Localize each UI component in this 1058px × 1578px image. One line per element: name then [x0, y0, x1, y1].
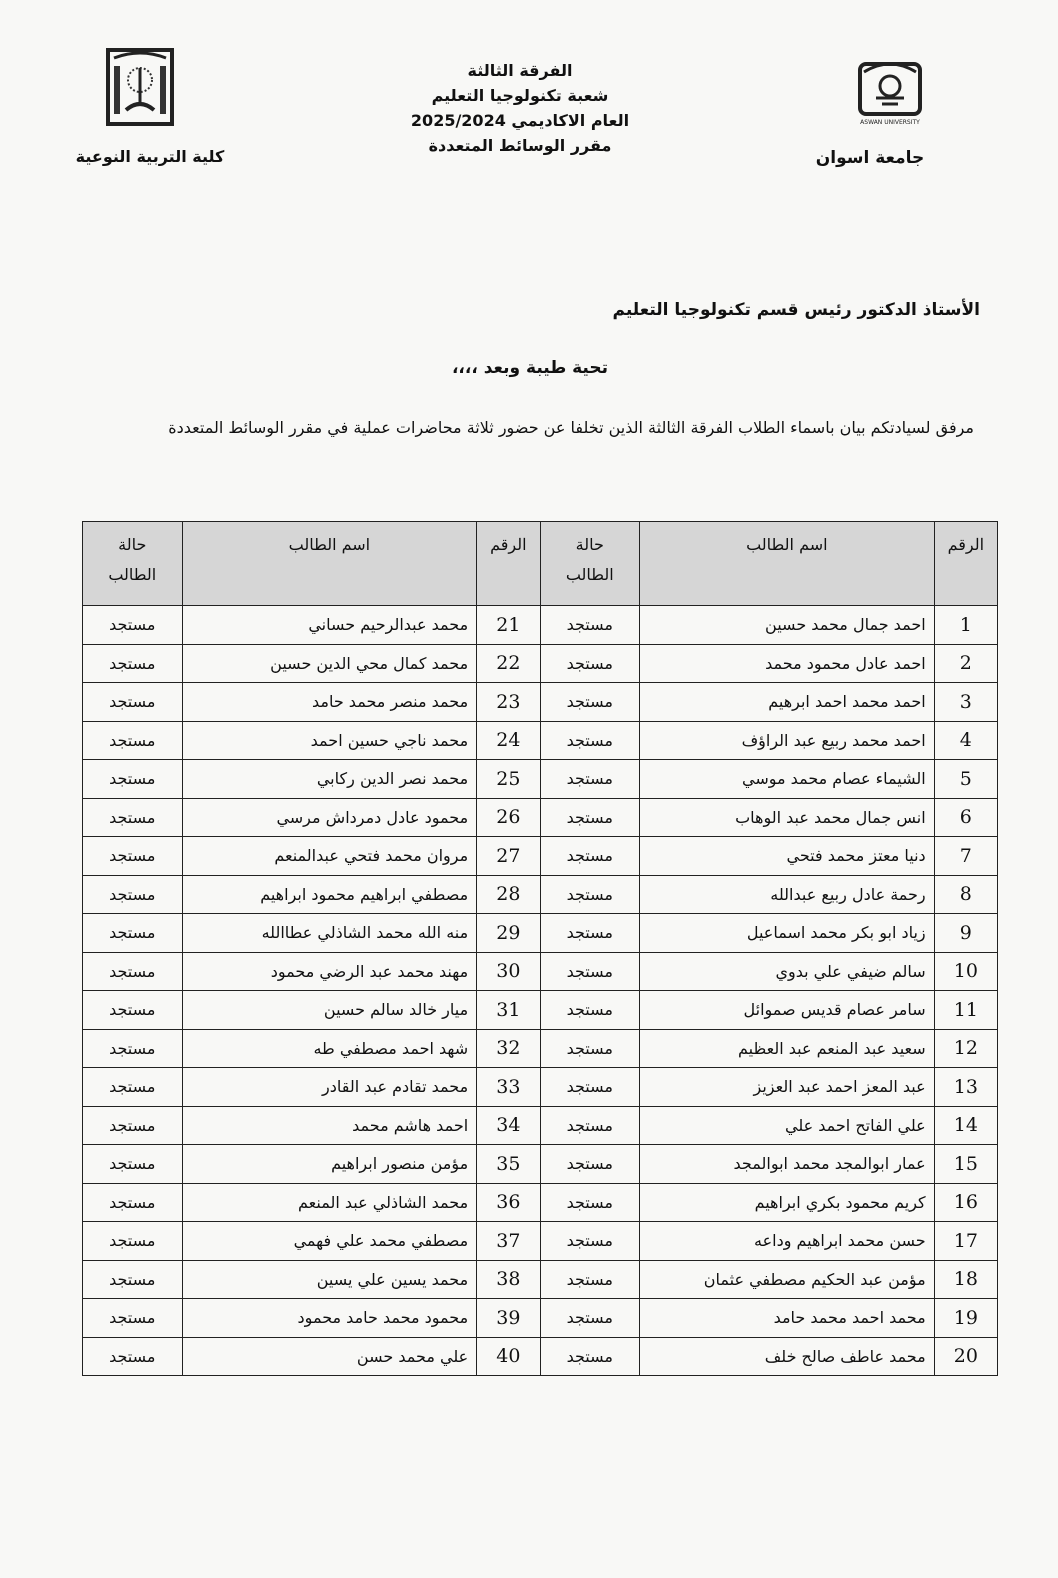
greeting: تحية طيبة وبعد ،،،،	[451, 358, 609, 378]
table-body	[83, 606, 998, 1376]
faculty-logo	[104, 46, 176, 128]
row-number: 16	[934, 1183, 997, 1222]
student-name: مصطفي محمد علي فهمي	[182, 1222, 477, 1261]
table-row	[83, 606, 998, 645]
table-row	[83, 952, 998, 991]
student-name: محمد احمد محمد حامد	[640, 1299, 935, 1338]
student-name: سامر عصام قديس صموائل	[640, 991, 935, 1030]
row-number: 39	[477, 1299, 540, 1338]
student-status: مستجد	[83, 875, 183, 914]
student-name: محمود عادل دمرداش مرسي	[182, 798, 477, 837]
student-status: مستجد	[540, 1299, 640, 1338]
header-status-line1: حالة	[118, 535, 147, 554]
student-name: مؤمن عبد الحكيم مصطفي عثمان	[640, 1260, 935, 1299]
student-status: مستجد	[83, 760, 183, 799]
table-row	[83, 914, 998, 953]
student-status: مستجد	[83, 1029, 183, 1068]
faculty-name: كلية التربية النوعية	[75, 147, 225, 166]
student-name: احمد محمد احمد ابرهيم	[640, 683, 935, 722]
student-name: كريم محمود بكري ابراهيم	[640, 1183, 935, 1222]
student-status: مستجد	[540, 837, 640, 876]
table-row	[83, 1145, 998, 1184]
row-number: 24	[477, 721, 540, 760]
student-status: مستجد	[540, 875, 640, 914]
student-status: مستجد	[540, 683, 640, 722]
table-row	[83, 1222, 998, 1261]
row-number: 11	[934, 991, 997, 1030]
table-row	[83, 721, 998, 760]
header-status-2	[83, 522, 183, 606]
table-row	[83, 1337, 998, 1376]
row-number: 8	[934, 875, 997, 914]
university-name: جامعة اسوان	[815, 148, 925, 168]
student-name: محمد ناجي حسين احمد	[182, 721, 477, 760]
row-number: 33	[477, 1068, 540, 1107]
student-name: مهند محمد عبد الرضي محمود	[182, 952, 477, 991]
student-status: مستجد	[83, 1260, 183, 1299]
student-name: سالم ضيفي علي بدوي	[640, 952, 935, 991]
student-name: محمد منصر محمد حامد	[182, 683, 477, 722]
row-number: 13	[934, 1068, 997, 1107]
student-name: ميار خالد سالم حسين	[182, 991, 477, 1030]
student-name: محمد نصر الدين ركابي	[182, 760, 477, 799]
academic-year: العام الاكاديمي 2025/2024	[410, 111, 630, 130]
student-name: عمار ابوالمجد محمد ابوالمجد	[640, 1145, 935, 1184]
row-number: 20	[934, 1337, 997, 1376]
table-header	[83, 522, 998, 606]
course-name: مقرر الوسائط المتعددة	[428, 136, 612, 155]
student-status: مستجد	[540, 1068, 640, 1107]
student-status: مستجد	[83, 644, 183, 683]
row-number: 26	[477, 798, 540, 837]
student-status: مستجد	[540, 1222, 640, 1261]
student-status: مستجد	[540, 991, 640, 1030]
student-name: انس جمال محمد عبد الوهاب	[640, 798, 935, 837]
row-number: 30	[477, 952, 540, 991]
student-name: احمد عادل محمود محمد	[640, 644, 935, 683]
student-name: دنيا معتز محمد فتحي	[640, 837, 935, 876]
student-status: مستجد	[83, 606, 183, 645]
row-number: 9	[934, 914, 997, 953]
row-number: 19	[934, 1299, 997, 1338]
student-name: زياد ابو بكر محمد اسماعيل	[640, 914, 935, 953]
row-number: 10	[934, 952, 997, 991]
header-name-1: اسم الطالب	[640, 522, 935, 606]
student-status: مستجد	[540, 721, 640, 760]
student-status: مستجد	[540, 1029, 640, 1068]
student-name: محمود محمد حامد محمود	[182, 1299, 477, 1338]
header-number-1: الرقم	[934, 522, 997, 606]
student-name: محمد عاطف صالح خلف	[640, 1337, 935, 1376]
student-status: مستجد	[83, 683, 183, 722]
row-number: 17	[934, 1222, 997, 1261]
row-number: 32	[477, 1029, 540, 1068]
row-number: 29	[477, 914, 540, 953]
row-number: 40	[477, 1337, 540, 1376]
header-status-line2: الطالب	[565, 565, 614, 584]
row-number: 22	[477, 644, 540, 683]
table-row	[83, 1029, 998, 1068]
row-number: 27	[477, 837, 540, 876]
student-name: محمد كمال محي الدين حسين	[182, 644, 477, 683]
department-division: شعبة تكنولوجيا التعليم	[431, 86, 609, 105]
year-group: الفرقة الثالثة	[467, 61, 573, 80]
student-name: علي الفاتح احمد علي	[640, 1106, 935, 1145]
table-row	[83, 1183, 998, 1222]
student-status: مستجد	[83, 1068, 183, 1107]
header-status-1	[540, 522, 640, 606]
student-name: محمد يسين علي يسين	[182, 1260, 477, 1299]
row-number: 18	[934, 1260, 997, 1299]
student-name: عبد المعز احمد عبد العزيز	[640, 1068, 935, 1107]
student-name: علي محمد حسن	[182, 1337, 477, 1376]
row-number: 6	[934, 798, 997, 837]
document-header	[330, 58, 710, 158]
student-name: حسن محمد ابراهيم وداعه	[640, 1222, 935, 1261]
student-name: مروان محمد فتحي عبدالمنعم	[182, 837, 477, 876]
row-number: 12	[934, 1029, 997, 1068]
row-number: 21	[477, 606, 540, 645]
table-row	[83, 798, 998, 837]
intro-paragraph: مرفق لسيادتكم بيان باسماء الطلاب الفرقة الثالثة الذين تخلفا عن حضور ثلاثة محاضرات عملية في مقرر الوسائط المتعددة	[168, 418, 974, 437]
table-row	[83, 875, 998, 914]
header-status-line1: حالة	[575, 535, 604, 554]
student-status: مستجد	[540, 1106, 640, 1145]
table-row	[83, 760, 998, 799]
table-header-row	[83, 522, 998, 606]
aswan-university-logo	[852, 58, 928, 128]
student-status: مستجد	[83, 837, 183, 876]
row-number: 2	[934, 644, 997, 683]
row-number: 4	[934, 721, 997, 760]
student-name: احمد هاشم محمد	[182, 1106, 477, 1145]
row-number: 35	[477, 1145, 540, 1184]
student-name: سعيد عبد المنعم عبد العظيم	[640, 1029, 935, 1068]
row-number: 1	[934, 606, 997, 645]
student-name: مؤمن منصور ابراهيم	[182, 1145, 477, 1184]
student-status: مستجد	[83, 1183, 183, 1222]
student-status: مستجد	[540, 606, 640, 645]
student-status: مستجد	[540, 798, 640, 837]
student-status: مستجد	[540, 1183, 640, 1222]
student-status: مستجد	[540, 1260, 640, 1299]
row-number: 36	[477, 1183, 540, 1222]
student-name: الشيماء عصام محمد موسي	[640, 760, 935, 799]
student-name: مصطفي ابراهيم محمود ابراهيم	[182, 875, 477, 914]
students-table	[82, 521, 998, 1376]
table-row	[83, 1260, 998, 1299]
row-number: 34	[477, 1106, 540, 1145]
row-number: 3	[934, 683, 997, 722]
student-status: مستجد	[83, 1222, 183, 1261]
student-status: مستجد	[83, 798, 183, 837]
student-name: محمد عبدالرحيم حساني	[182, 606, 477, 645]
student-status: مستجد	[83, 914, 183, 953]
table-row	[83, 837, 998, 876]
row-number: 14	[934, 1106, 997, 1145]
student-name: محمد تقادم عبد القادر	[182, 1068, 477, 1107]
student-status: مستجد	[83, 1145, 183, 1184]
student-status: مستجد	[540, 1337, 640, 1376]
row-number: 23	[477, 683, 540, 722]
header-name-2: اسم الطالب	[182, 522, 477, 606]
header-status-line2: الطالب	[108, 565, 157, 584]
table-row	[83, 683, 998, 722]
student-name: منه الله محمد الشاذلي عطاالله	[182, 914, 477, 953]
row-number: 31	[477, 991, 540, 1030]
student-status: مستجد	[540, 914, 640, 953]
table-row	[83, 1068, 998, 1107]
row-number: 37	[477, 1222, 540, 1261]
student-status: مستجد	[83, 721, 183, 760]
student-name: احمد محمد ربيع عبد الراؤف	[640, 721, 935, 760]
student-status: مستجد	[540, 644, 640, 683]
student-status: مستجد	[83, 1106, 183, 1145]
table-row	[83, 1106, 998, 1145]
table-row	[83, 644, 998, 683]
row-number: 28	[477, 875, 540, 914]
addressee: الأستاذ الدكتور رئيس قسم تكنولوجيا التعليم	[612, 300, 980, 320]
student-status: مستجد	[540, 952, 640, 991]
row-number: 15	[934, 1145, 997, 1184]
student-status: مستجد	[83, 952, 183, 991]
table-row	[83, 1299, 998, 1338]
table-row	[83, 991, 998, 1030]
student-name: احمد جمال محمد حسين	[640, 606, 935, 645]
header-number-2: الرقم	[477, 522, 540, 606]
row-number: 5	[934, 760, 997, 799]
student-status: مستجد	[83, 1337, 183, 1376]
student-status: مستجد	[540, 1145, 640, 1184]
student-status: مستجد	[83, 1299, 183, 1338]
student-name: شهد احمد مصطفي طه	[182, 1029, 477, 1068]
student-name: رحمة عادل ربيع عبدالله	[640, 875, 935, 914]
row-number: 38	[477, 1260, 540, 1299]
student-status: مستجد	[540, 760, 640, 799]
row-number: 7	[934, 837, 997, 876]
svg-text:ASWAN UNIVERSITY: ASWAN UNIVERSITY	[860, 119, 920, 126]
student-status: مستجد	[83, 991, 183, 1030]
row-number: 25	[477, 760, 540, 799]
student-name: محمد الشاذلي عبد المنعم	[182, 1183, 477, 1222]
